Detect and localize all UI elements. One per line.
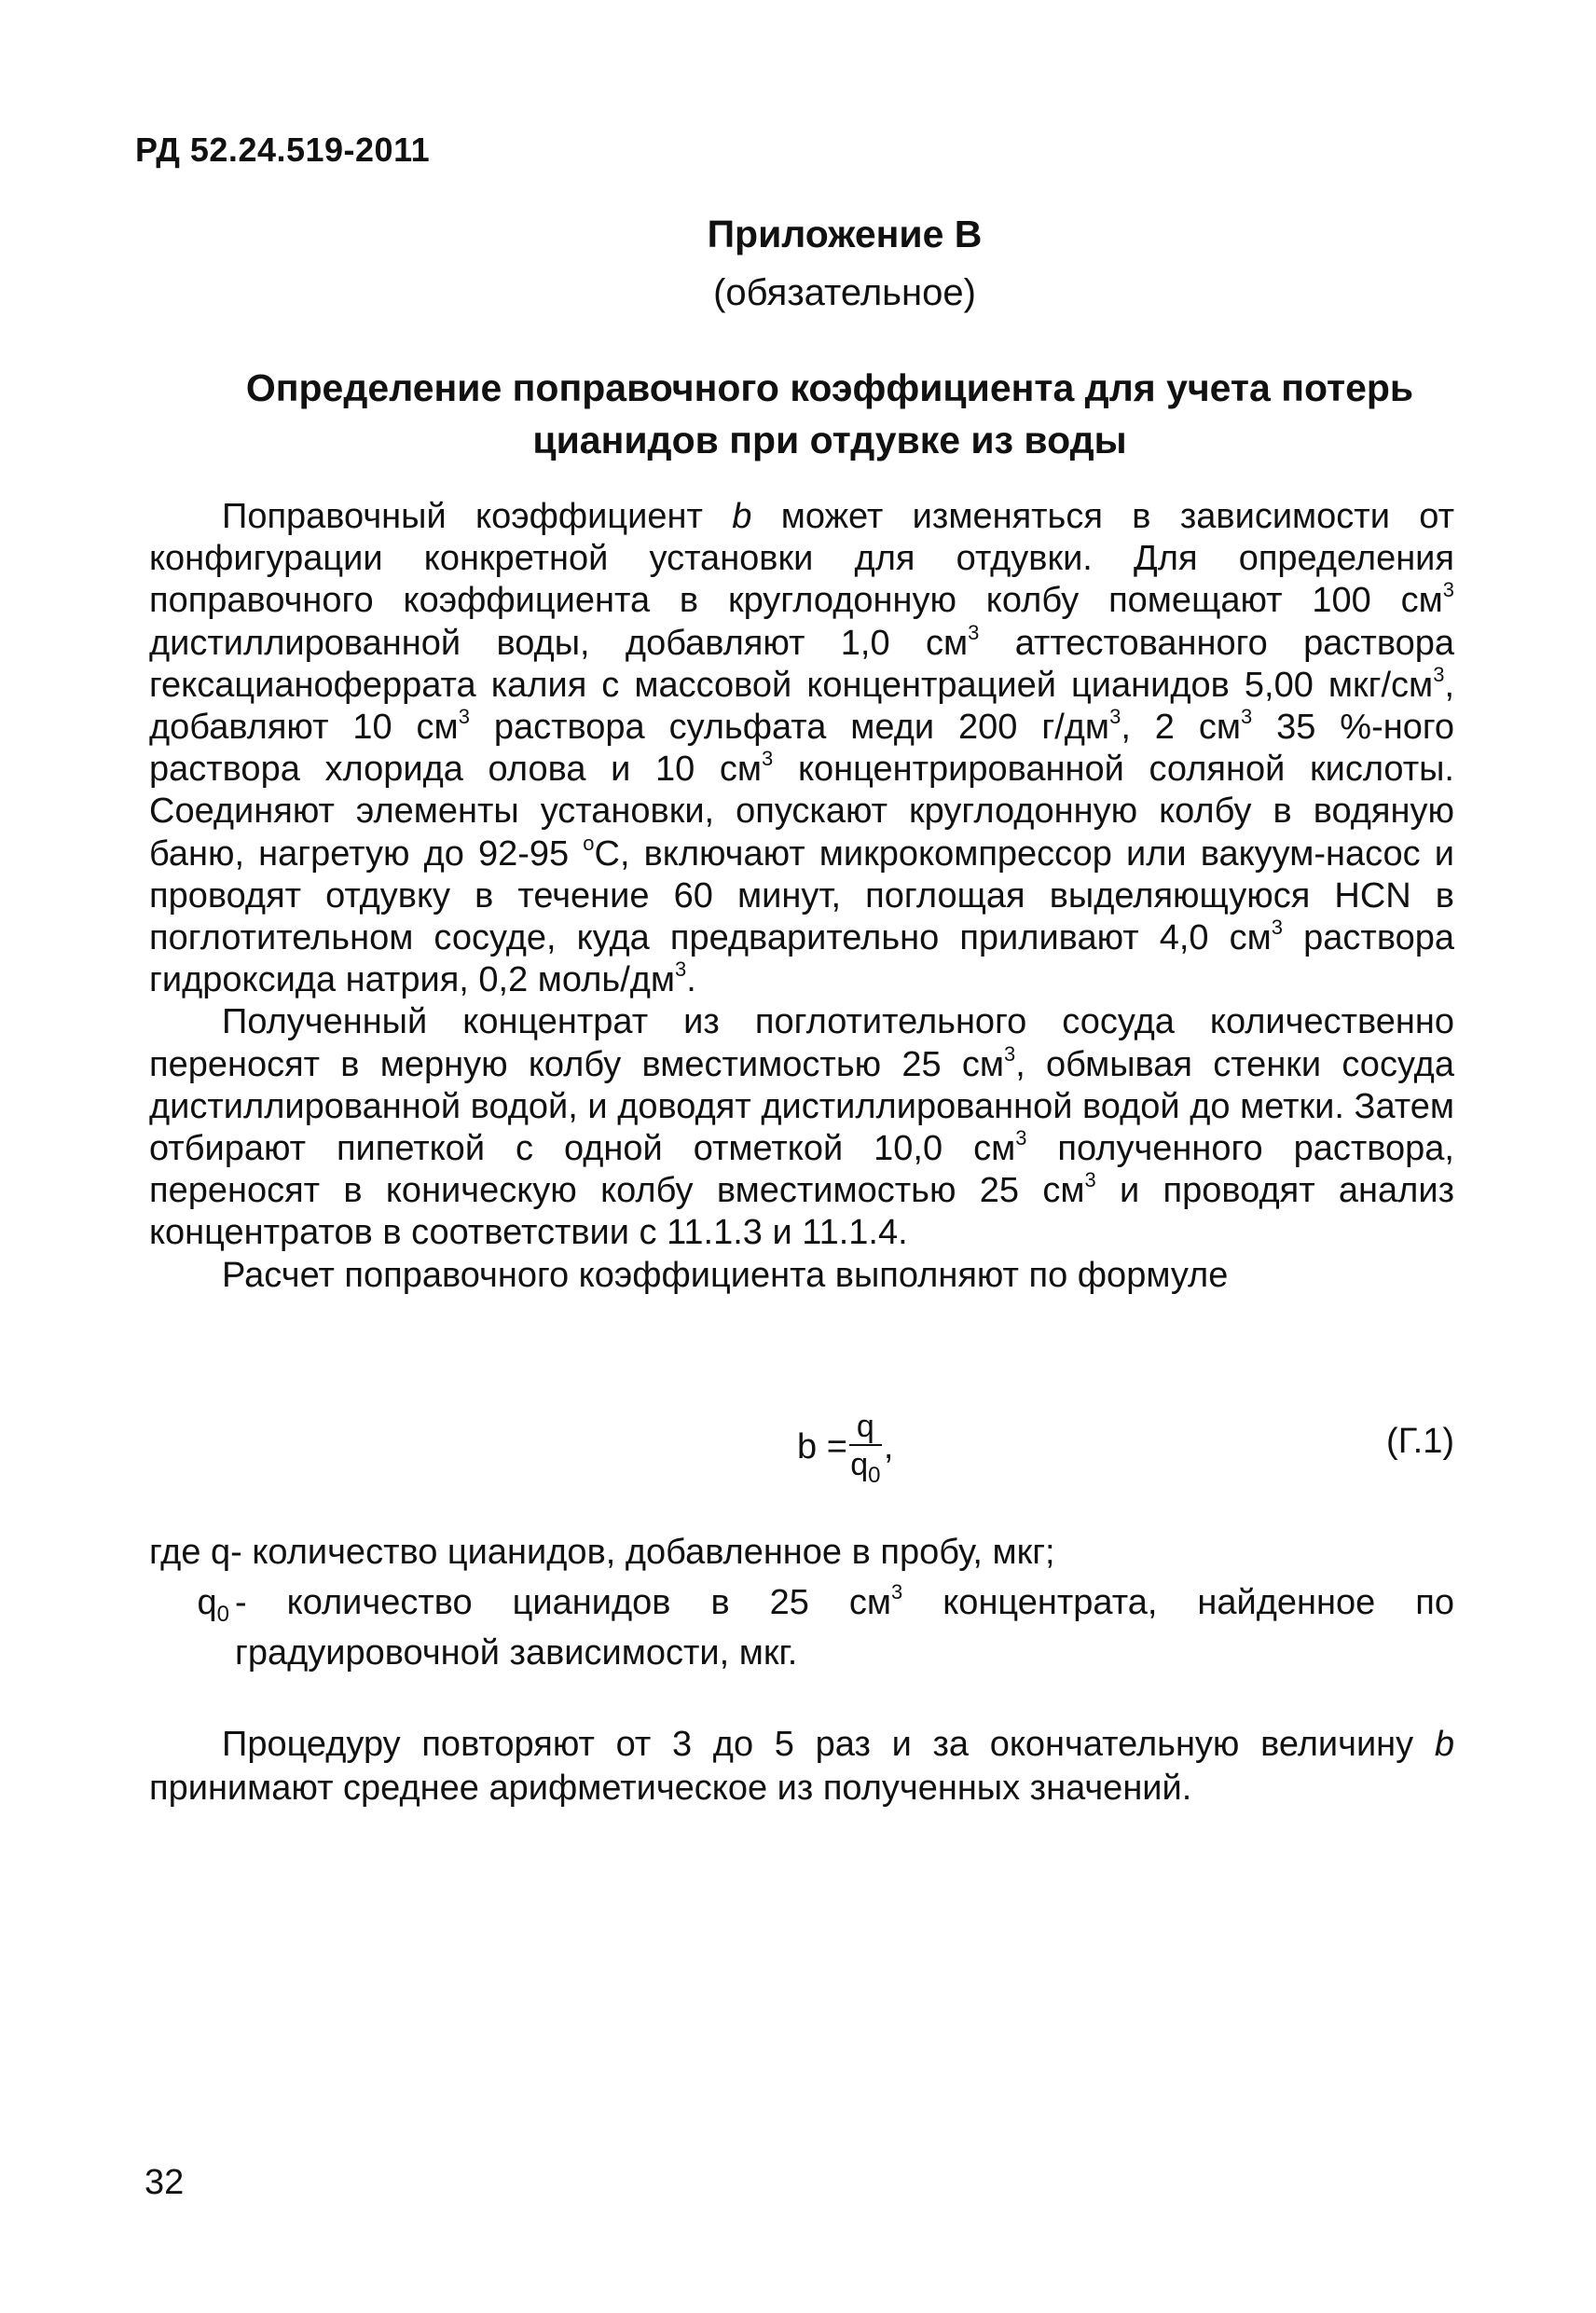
superscript: 3	[1240, 705, 1253, 729]
symbol-q: q	[211, 1533, 231, 1572]
superscript: 3	[1109, 705, 1121, 729]
definition-text	[235, 1577, 1454, 1678]
definition-text: - количество цианидов, добавленное в пробу, мкг;	[230, 1533, 1055, 1572]
fraction-numerator: q	[849, 1411, 882, 1446]
variable-b: b	[732, 497, 752, 536]
text-fragment: раствора гидроксида натрия, 0,2 моль/дм	[149, 918, 1454, 1000]
superscript: 3	[1084, 1168, 1096, 1192]
definition-q0	[149, 1577, 1454, 1678]
superscript: 3	[968, 620, 980, 644]
text-fragment: С, включают микрокомпрессор или вакуум-насос и проводят отдувку в течение 60 минут, поглощая выделяющуюся HCN в поглотительном сосуде, куда предварительно приливают 4,0 см	[149, 833, 1454, 958]
text-fragment: полученного раствора, переносят в коническую колбу вместимостью 25 см	[149, 1129, 1454, 1211]
text-fragment: - количество цианидов в 25 см	[235, 1583, 892, 1622]
text-fragment: аттестованного раствора гексацианоферрата калия с массовой концентрацией цианидов 5,00 мкг/см	[149, 623, 1454, 705]
symbol-q0	[149, 1577, 235, 1678]
text-fragment: Поправочный коэффициент	[222, 497, 733, 536]
superscript: 3	[891, 1580, 903, 1604]
denominator-base: q	[850, 1447, 869, 1482]
text-fragment: может изменяться в зависимости от конфигурации конкретной установки для отдувки. Для определения поправочного коэффициента в круглодонную колбу помещают 100 см	[149, 497, 1455, 621]
text-fragment: , добавляют 10 см	[149, 665, 1454, 748]
formula-comma: ,	[883, 1426, 894, 1466]
body-text	[149, 496, 1454, 1297]
appendix-title: Приложение В	[707, 213, 983, 255]
superscript: 3	[1442, 578, 1454, 602]
text-fragment: и проводят анализ концентратов в соответствии с 11.1.3 и 11.1.4.	[149, 1171, 1454, 1253]
text-fragment: 35 %-ного раствора хлорида олова и 10 см	[149, 708, 1455, 790]
text-fragment: дистиллированной воды, добавляют 1,0 см	[149, 623, 969, 663]
formula-number: (Г.1)	[1386, 1422, 1454, 1461]
superscript: 3	[1271, 916, 1284, 940]
paragraph-3: Расчет поправочного коэффициента выполняют по формуле	[222, 1255, 1229, 1295]
denominator-subscript: 0	[868, 1463, 881, 1488]
text-fragment: .	[686, 960, 696, 1000]
section-title: Определение поправочного коэффициента для учета потерь цианидов при отдувке из воды	[245, 366, 1414, 461]
superscript: 3	[1003, 1041, 1016, 1066]
paragraph-4	[149, 1723, 1454, 1810]
degree-sign: о	[583, 831, 595, 855]
superscript: 3	[762, 747, 774, 771]
symbol-base: q	[197, 1583, 217, 1622]
document-code: РД 52.24.519-2011	[135, 131, 431, 169]
formula-lhs: b =	[797, 1426, 847, 1466]
final-paragraph	[149, 1723, 1454, 1810]
superscript: 3	[1433, 662, 1445, 686]
variable-definitions	[149, 1527, 1454, 1678]
text-fragment: Процедуру повторяют от 3 до 5 раз и за окончательную величину	[222, 1725, 1435, 1764]
formula-expression	[797, 1409, 894, 1488]
text-fragment: концентрированной соляной кислоты. Соединяют элементы установки, опускают круглодонную колбу в водяную баню, нагретую до 92-95	[149, 750, 1454, 874]
text-fragment: Полученный концентрат из поглотительного сосуда количественно переносят в мерную колбу вместимостью 25 см	[149, 1002, 1454, 1084]
text-fragment: , обмывая стенки сосуда дистиллированной водой, и доводят дистиллированной водой до метки. Затем отбирают пипеткой с одной отметкой 10,0 см	[149, 1044, 1454, 1169]
paragraph-1	[149, 496, 1454, 1001]
text-fragment: концентрата, найденное по градуировочной зависимости, мкг.	[235, 1583, 1454, 1673]
symbol-subscript: 0	[216, 1602, 229, 1627]
variable-b: b	[1434, 1725, 1454, 1764]
superscript: 3	[1015, 1126, 1027, 1150]
definition-q	[149, 1527, 1454, 1577]
text-fragment: раствора сульфата меди 200 г/дм	[469, 708, 1110, 748]
text-fragment: принимают среднее арифметическое из полученных значений.	[149, 1769, 1192, 1808]
appendix-status: (обязательное)	[713, 272, 976, 313]
paragraph-2	[149, 1001, 1454, 1254]
text-fragment: , 2 см	[1121, 708, 1241, 748]
fraction	[849, 1409, 882, 1488]
fraction-denominator	[850, 1446, 881, 1488]
page-number: 32	[144, 2163, 185, 2202]
where-word: где	[149, 1533, 201, 1572]
superscript: 3	[458, 705, 470, 729]
formula-g1	[149, 1403, 1454, 1496]
where-label	[149, 1527, 230, 1577]
superscript: 3	[675, 957, 687, 982]
